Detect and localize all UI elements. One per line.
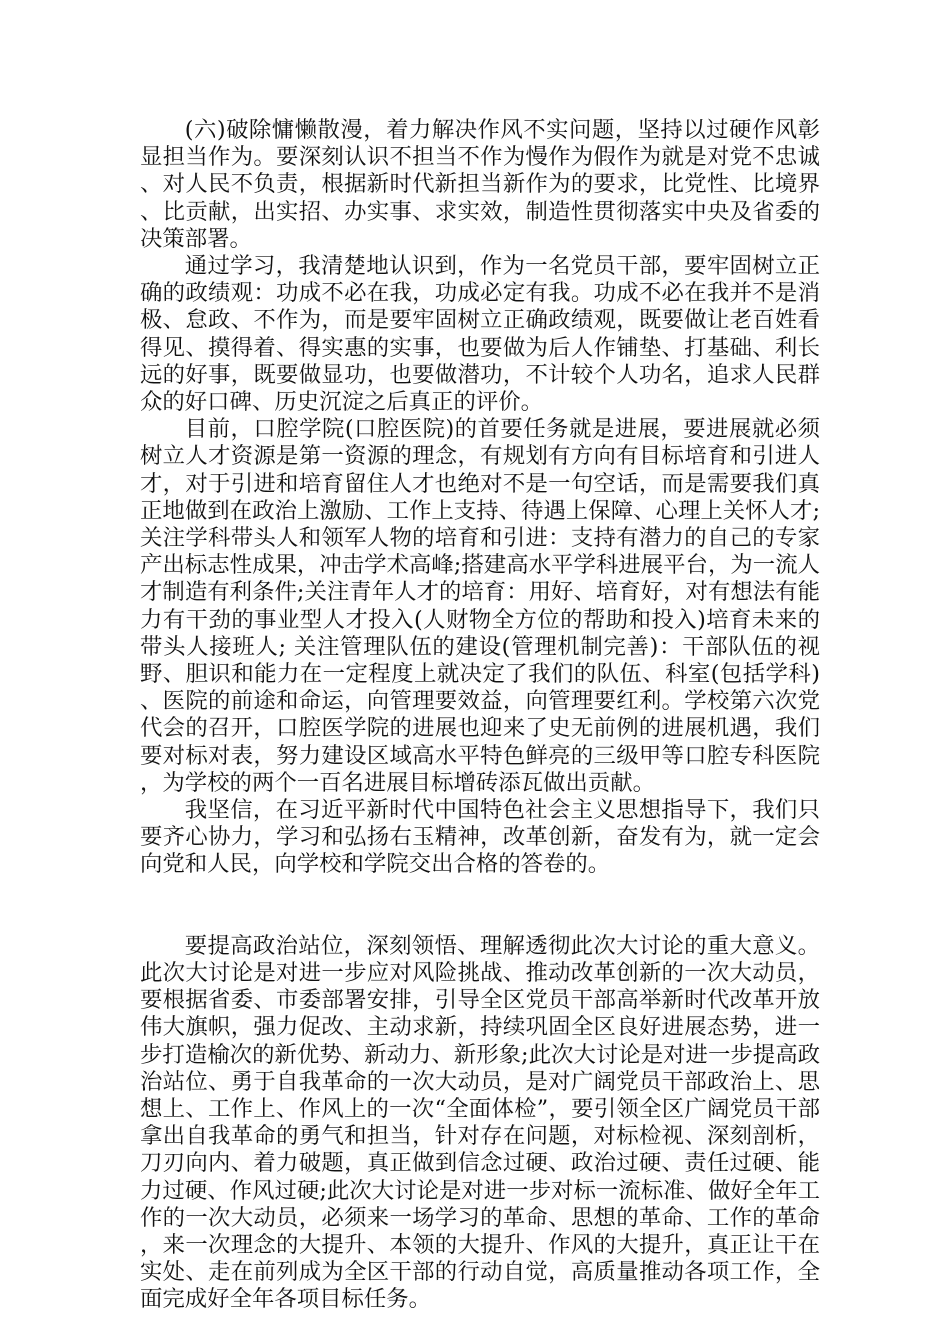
paragraph-work-style: (六)破除慵懒散漫，着力解决作风不实问题，坚持以过硬作风彰显担当作为。要深刻认识不担当不作为慢作为假作为就是对党不忠诚、对人民不负责，根据新时代新担当新作为的要求，比党性、比境界、比贡献，出实招、办实事、求实效，制造性贯彻落实中央及省委的决策部署。: [140, 117, 820, 252]
paragraph-conviction: 我坚信，在习近平新时代中国特色社会主义思想指导下，我们只要齐心协力，学习和弘扬右玉精神，改革创新，奋发有为，就一定会向党和人民，向学校和学院交出合格的答卷的。: [140, 797, 820, 878]
paragraph-talent-development: 目前，口腔学院(口腔医院)的首要任务就是进展，要进展就必须树立人才资源是第一资源的理念，有规划有方向有目标培育和引进人才，对于引进和培育留住人才也绝对不是一句空话，而是需要我们真正地做到在政治上激励、工作上支持、待遇上保障、心理上关怀人才;关注学科带头人和领军人物的培育和引进：支持有潜力的自己的专家产出标志性成果，冲击学术高峰;搭建高水平学科进展平台，为一流人才制造有利条件;关注青年人才的培育：用好、培育好，对有想法有能力有干劲的事业型人才投入(人财物全方位的帮助和投入)培育未来的带头人接班人; 关注管理队伍的建设(管理机制完善)：干部队伍的视野、胆识和能力在一定程度上就决定了我们的队伍、科室(包括学科)、医院的前途和命运，向管理要效益，向管理要红利。学校第六次党代会的召开，口腔医学院的进展也迎来了史无前例的进展机遇，我们要对标对表，努力建设区域高水平特色鲜亮的三级甲等口腔专科医院，为学校的两个一百名进展目标增砖添瓦做出贡献。: [140, 416, 820, 796]
paragraph-achievement-view: 通过学习，我清楚地认识到，作为一名党员干部，要牢固树立正确的政绩观：功成不必在我，功成必定有我。功成不必在我并不是消极、怠政、不作为，而是要牢固树立正确政绩观，既要做让老百姓看得见、摸得着、得实惠的实事，也要做为后人作铺垫、打基础、利长远的好事，既要做显功，也要做潜功，不计较个人功名，追求人民群众的好口碑、历史沉淀之后真正的评价。: [140, 253, 820, 416]
document-page: [140, 117, 820, 1314]
section-gap: [140, 879, 820, 933]
paragraph-political-stance: 要提高政治站位，深刻领悟、理解透彻此次大讨论的重大意义。此次大讨论是对进一步应对风险挑战、推动改革创新的一次大动员，要根据省委、市委部署安排，引导全区党员干部高举新时代改革开放伟大旗帜，强力促改、主动求新，持续巩固全区良好进展态势，进一步打造榆次的新优势、新动力、新形象;此次大讨论是对进一步提高政治站位、勇于自我革命的一次大动员，是对广阔党员干部政治上、思想上、工作上、作风上的一次“全面体检”，要引领全区广阔党员干部拿出自我革命的勇气和担当，针对存在问题，对标检视、深刻剖析，刀刃向内、着力破题，真正做到信念过硬、政治过硬、责任过硬、能力过硬、作风过硬;此次大讨论是对进一步对标一流标准、做好全年工作的一次大动员，必须来一场学习的革命、思想的革命、工作的革命，来一次理念的大提升、本领的大提升、作风的大提升，真正让干在实处、走在前列成为全区干部的行动自觉，高质量推动各项工作，全面完成好全年各项目标任务。: [140, 932, 820, 1313]
